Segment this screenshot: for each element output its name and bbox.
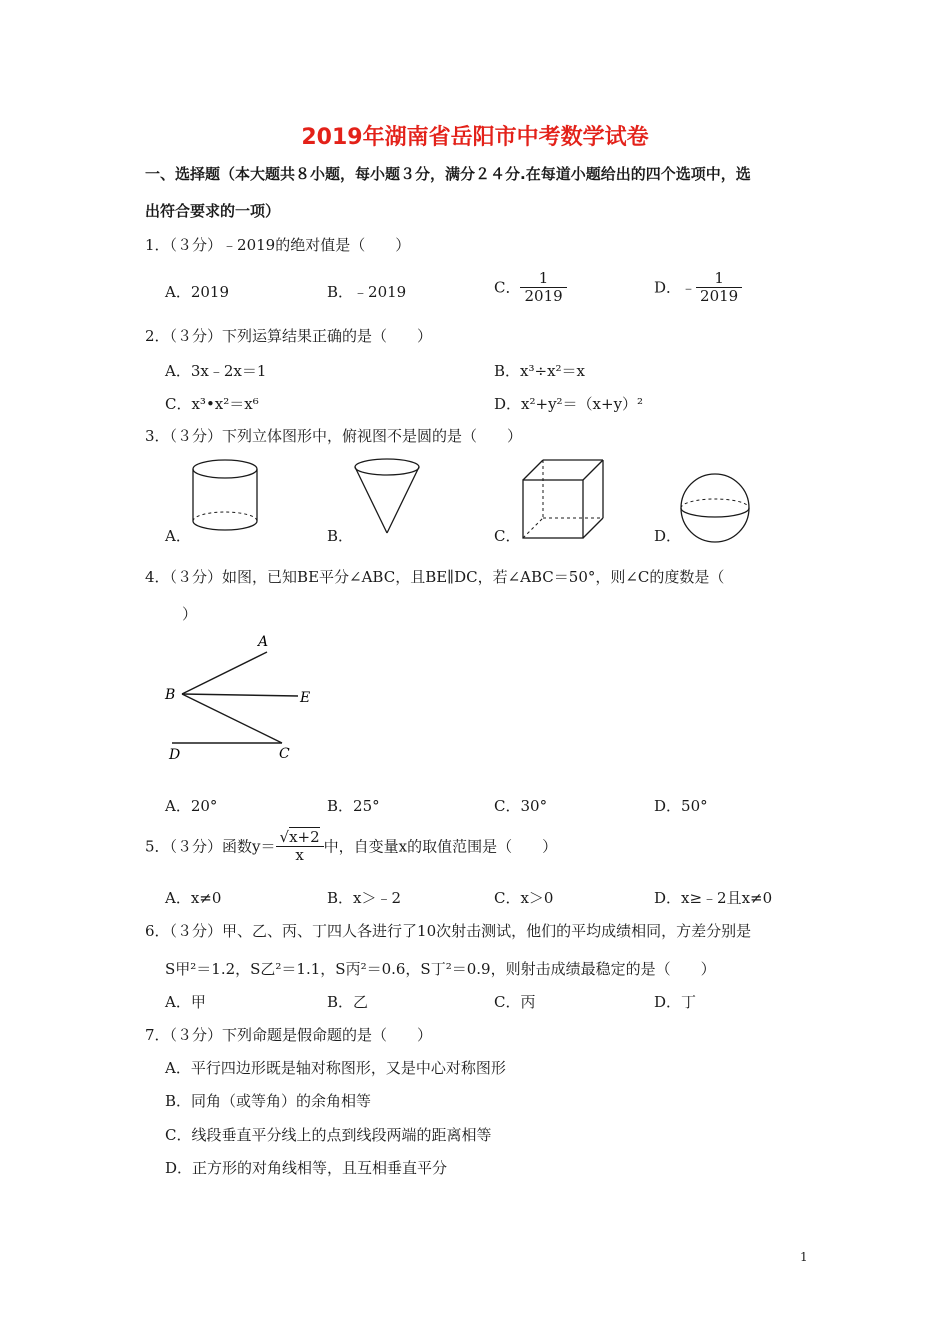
q1-stem: 1．（３分）﹣2019的绝对值是（ ） xyxy=(145,236,411,254)
page-title: 2019年湖南省岳阳市中考数学试卷 xyxy=(301,125,649,150)
q1-option-c-label: C． xyxy=(494,278,521,297)
q1-c-numerator: 1 xyxy=(538,269,549,287)
q4-option-b: B．25° xyxy=(327,797,380,815)
page-number: 1 xyxy=(800,1250,808,1264)
q3-option-b: B． xyxy=(327,527,354,545)
q5-option-c: C．x＞0 xyxy=(494,889,554,907)
q4-option-a: A．20° xyxy=(165,797,218,815)
q6-option-d: D．丁 xyxy=(654,993,697,1011)
q2-option-d: D．x²+y²＝（x+y）² xyxy=(494,395,644,413)
point-label-d: D xyxy=(169,747,181,763)
q5-stem xyxy=(145,829,557,863)
q1-option-d-label: D．﹣ xyxy=(654,278,697,297)
point-label-a: A xyxy=(258,634,269,650)
point-label-b: B xyxy=(165,687,176,703)
q7-option-d: D．正方形的对角线相等，且互相垂直平分 xyxy=(165,1159,448,1177)
q7-option-b: B．同角（或等角）的余角相等 xyxy=(165,1092,372,1110)
q4-stem: 4．（３分）如图，已知BE平分∠ABC，且BE∥DC，若∠ABC＝50°，则∠C的度数是（ xyxy=(145,568,725,586)
q6-stem-variances: S甲²＝1.2，S乙²＝1.1，S丙²＝0.6，S丁²＝0.9，则射击成绩最稳定的是（ ） xyxy=(165,960,716,978)
q6-stem: 6．（３分）甲、乙、丙、丁四人各进行了10次射击测试，他们的平均成绩相同，方差分别是 xyxy=(145,922,752,940)
q4-option-d: D．50° xyxy=(654,797,708,815)
q1-option-b: B．﹣2019 xyxy=(327,283,407,301)
q4-option-c: C．30° xyxy=(494,797,548,815)
q4-geometry-figure xyxy=(160,630,330,765)
q1-d-numerator: 1 xyxy=(714,269,724,287)
q2-option-a: A．3x﹣2x＝1 xyxy=(165,362,267,380)
cone-figure xyxy=(350,455,425,540)
q1-option-a: A．2019 xyxy=(165,283,230,301)
q6-option-b: B．乙 xyxy=(327,993,369,1011)
q3-option-a: A． xyxy=(165,527,191,545)
q7-option-a: A．平行四边形既是轴对称图形，又是中心对称图形 xyxy=(165,1059,506,1077)
section-heading-line1: 一、选择题（本大题共８小题，每小题３分，满分２４分.在每道小题给出的四个选项中，选 xyxy=(145,165,751,183)
q5-stem-suffix: 中，自变量x的取值范围是（ ） xyxy=(323,837,558,856)
point-label-e: E xyxy=(300,690,311,706)
q3-option-c: C． xyxy=(494,527,521,545)
q2-option-c: C．x³•x²＝x⁶ xyxy=(165,395,259,413)
q4-stem-end: ） xyxy=(182,605,198,623)
q5-function-fraction xyxy=(276,829,324,863)
q5-option-b: B．x＞﹣2 xyxy=(327,889,402,907)
q5-option-a: A．x≠0 xyxy=(165,889,222,907)
point-label-c: C xyxy=(279,746,290,762)
q5-denominator: x xyxy=(276,846,324,864)
q6-option-c: C．丙 xyxy=(494,993,536,1011)
cylinder-figure xyxy=(185,455,265,535)
q1-option-c xyxy=(494,270,567,304)
q1-option-d-fraction xyxy=(696,270,742,304)
q3-stem: 3．（３分）下列立体图形中，俯视图不是圆的是（ ） xyxy=(145,427,523,445)
sphere-figure xyxy=(675,470,755,546)
q3-option-d: D． xyxy=(654,527,682,545)
q5-numerator: √x+2 xyxy=(279,828,320,846)
q7-stem: 7．（３分）下列命题是假命题的是（ ） xyxy=(145,1026,433,1044)
cube-figure xyxy=(518,455,613,545)
q5-option-d: D．x≥﹣2且x≠0 xyxy=(654,889,773,907)
section-heading-line2: 出符合要求的一项） xyxy=(145,202,281,220)
q5-stem-prefix: 5．（３分）函数y＝ xyxy=(145,837,276,856)
q2-option-b: B．x³÷x²＝x xyxy=(494,362,585,380)
q5-radicand: x+2 xyxy=(289,828,320,846)
q6-option-a: A．甲 xyxy=(165,993,206,1011)
q1-c-denominator: 2019 xyxy=(520,287,566,305)
q2-stem: 2．（３分）下列运算结果正确的是（ ） xyxy=(145,327,433,345)
q1-option-d xyxy=(654,270,742,304)
q7-option-c: C．线段垂直平分线上的点到线段两端的距离相等 xyxy=(165,1126,492,1144)
q1-d-denominator: 2019 xyxy=(696,287,742,305)
q1-option-c-fraction xyxy=(520,270,566,304)
